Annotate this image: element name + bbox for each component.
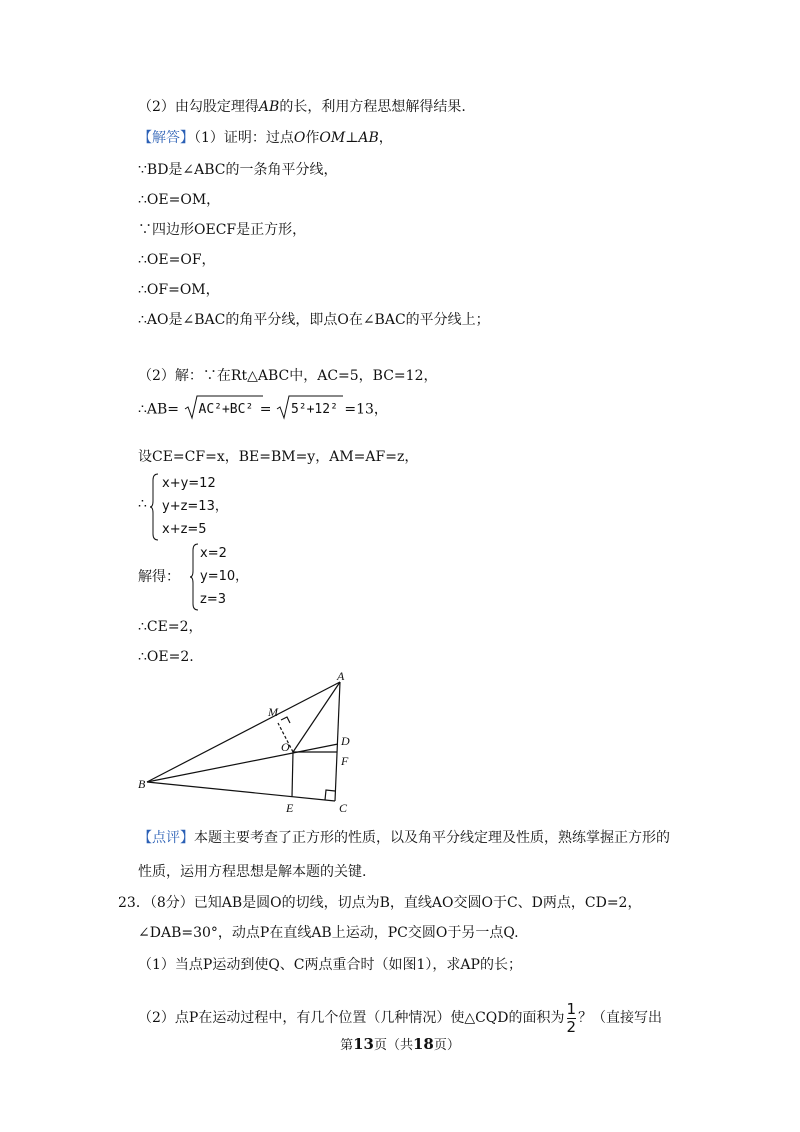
equation-rows: x+y=12 y+z=13， x+z=5 — [162, 476, 228, 537]
segment-bc — [147, 782, 335, 801]
part2-intro: （2）解：∵在Rt△ABC中，AC=5，BC=12， — [138, 368, 438, 384]
left-brace-icon — [150, 472, 160, 542]
question-23-part-2: （2）点P在运动过程中，有几个位置（几种情况）使△CQD的面积为 $\frac{1}{2}$ ？（直接写出 — [138, 999, 663, 1036]
proof-step-1: ∵BD是∠ABC的一条角平分线， — [138, 162, 338, 178]
label-a: A — [337, 670, 345, 683]
comment-line-1: 【点评】本题主要考查了正方形的性质，以及角平分线定理及性质，熟练掌握正方形的 — [138, 830, 670, 846]
proof-step-5: ∴OF=OM， — [138, 282, 220, 298]
left-brace-icon — [190, 542, 200, 612]
solution-tag: 【解答】 — [138, 130, 194, 146]
label-f: F — [341, 754, 349, 768]
proof-step-6: ∴AO是∠BAC的角平分线，即点O在∠BAC的平分线上； — [138, 312, 490, 328]
segment-ac — [335, 682, 340, 801]
label-d: D — [341, 734, 350, 748]
page-footer: 第13页（共18页） — [340, 1035, 460, 1053]
segment-oe — [292, 752, 293, 797]
comment-line-2: 性质，运用方程思想是解本题的关键. — [138, 864, 367, 880]
geometry-figure — [135, 670, 365, 815]
label-c: C — [339, 801, 348, 815]
current-page-number: 13 — [353, 1035, 374, 1053]
result-oe: ∴OE=2. — [138, 649, 194, 665]
segment-ao — [293, 682, 340, 752]
right-angle-mark-c — [325, 790, 335, 800]
equation-system: ∴ x+y=12 y+z=13， x+z=5 — [138, 472, 298, 542]
ab-calculation: ∴AB= AC²+BC² = 5²+12² =13， — [138, 396, 388, 423]
solution-rows: x=2 y=10， z=3 — [200, 546, 249, 607]
right-angle-mark-m — [281, 717, 290, 723]
label-m: M — [268, 705, 278, 719]
proof-step-4: ∴OE=OF， — [138, 252, 216, 268]
variable-setup: 设CE=CF=x，BE=BM=y，AM=AF=z， — [138, 449, 419, 465]
result-ce: ∴CE=2， — [138, 619, 203, 635]
label-e: E — [286, 801, 294, 815]
segment-ba — [147, 682, 340, 782]
sqrt-expression-2: 5²+12² — [276, 396, 340, 423]
fraction-one-half: $\frac{1}{2}$ — [566, 999, 577, 1036]
sqrt-expression-1: AC²+BC² — [184, 396, 256, 423]
question-23-line-1: 23．（8分）已知AB是圆O的切线，切点为B，直线AO交圆O于C、D两点，CD=2， — [118, 895, 642, 911]
label-o: O — [281, 740, 290, 754]
total-page-count: 18 — [413, 1035, 434, 1053]
analysis-line-2: （2）由勾股定理得AB的长，利用方程思想解得结果. — [138, 99, 466, 115]
label-b: B — [138, 777, 146, 791]
segment-bd — [147, 744, 338, 782]
solution-header-line: 【解答】（1）证明：过点O作OM⊥AB， — [138, 130, 393, 146]
proof-step-2: ∴OE=OM， — [138, 192, 221, 208]
solution-system: 解得： x=2 y=10， z=3 — [138, 542, 298, 612]
comment-tag: 【点评】 — [138, 830, 194, 846]
question-23-part-1: （1）当点P运动到使Q、C两点重合时（如图1），求AP的长； — [138, 957, 522, 973]
question-23-line-2: ∠DAB=30°，动点P在直线AB上运动，PC交圆O于另一点Q. — [138, 925, 519, 941]
proof-step-3: ∵四边形OECF是正方形， — [138, 222, 307, 238]
